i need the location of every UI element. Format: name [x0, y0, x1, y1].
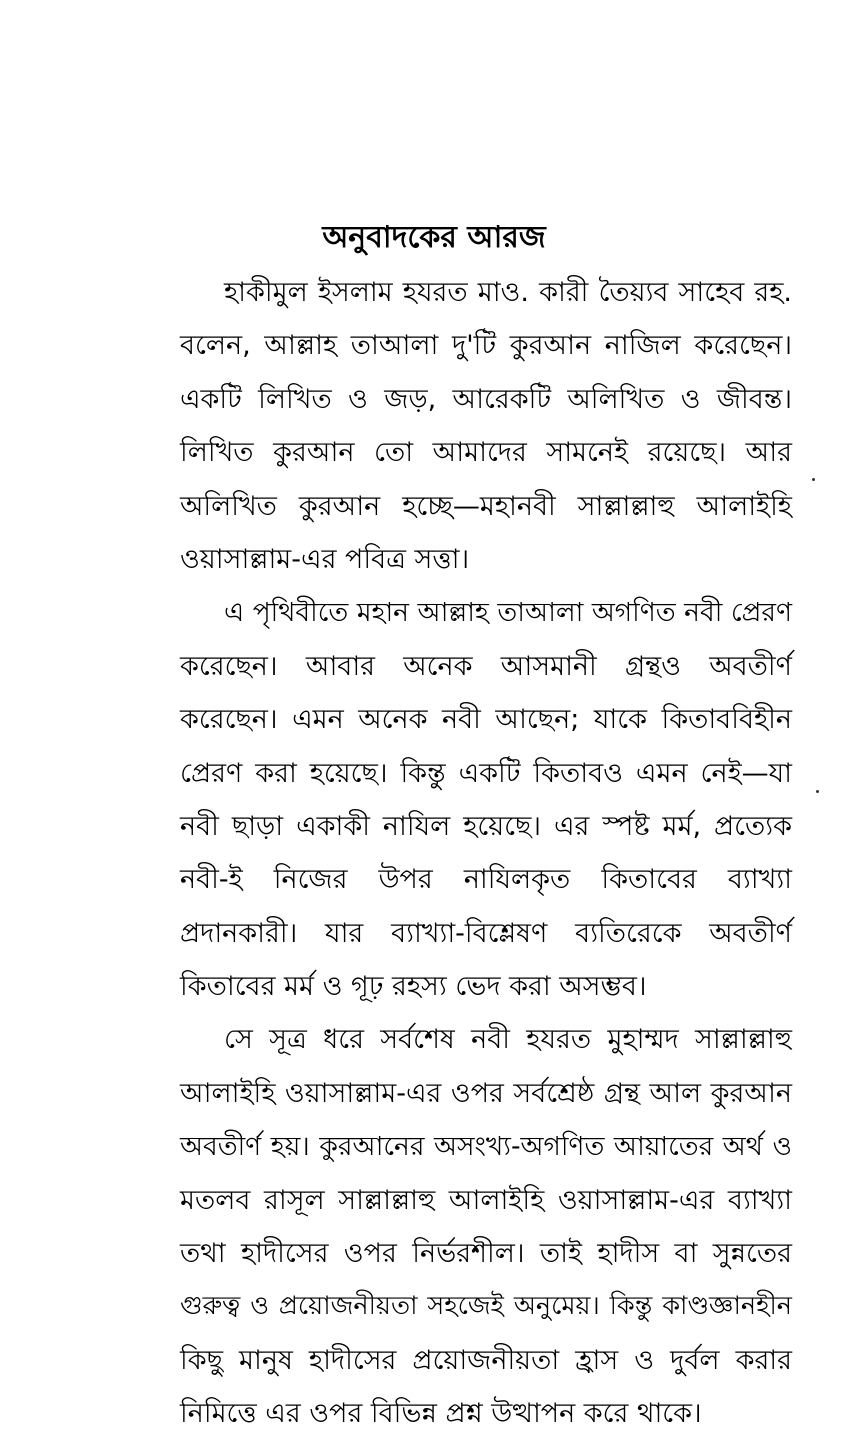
text-line: প্রদানকারী। যার ব্যাখ্যা-বিশ্লেষণ ব্যতিরেকে অবতীর্ণ	[180, 917, 792, 949]
text-line: নবী ছাড়া একাকী নাযিল হয়েছে। এর স্পষ্ট মর্ম, প্রত্যেক	[180, 810, 792, 842]
text-line: করেছেন। আবার অনেক আসমানী গ্রন্থও অবতীর্ণ	[180, 650, 792, 682]
text-line: হাকীমুল ইসলাম হযরত মাও. কারী তৈয়্যব সাহেব রহ.	[224, 277, 792, 308]
text-line: প্রেরণ করা হয়েছে। কিন্তু একটি কিতাবও এমন নেই—যা	[180, 757, 792, 789]
text-line: নবী-ই নিজের উপর নাযিলকৃত কিতাবের ব্যাখ্যা	[180, 864, 792, 896]
text-line: বলেন, আল্লাহ তাআলা দু'টি কুরআন নাজিল করেছেন।	[180, 330, 792, 362]
text-line: করেছেন। এমন অনেক নবী আছেন; যাকে কিতাববিহীন	[180, 704, 792, 736]
text-line: নিমিত্তে এর ওপর বিভিন্ন প্রশ্ন উত্থাপন করে থাকে।	[180, 1398, 702, 1430]
text-line: ওয়াসাল্লাম-এর পবিত্র সত্তা।	[180, 543, 470, 575]
text-line: আলাইহি ওয়াসাল্লাম-এর ওপর সর্বশ্রেষ্ঠ গ্রন্থ আল কুরআন	[180, 1077, 792, 1109]
text-line: এ পৃথিবীতে মহান আল্লাহ তাআলা অগণিত নবী প্রেরণ	[224, 597, 792, 629]
text-line: কিতাবের মর্ম ও গূঢ় রহস্য ভেদ করা অসম্ভব।	[180, 971, 647, 1003]
text-line: অলিখিত কুরআন হচ্ছে—মহানবী সাল্লাল্লাহু আলাইহি	[180, 490, 792, 522]
body-text	[180, 266, 792, 1441]
page-title: অনুবাদকের আরজ	[322, 220, 546, 255]
text-line: গুরুত্ব ও প্রয়োজনীয়তা সহজেই অনুমেয়। কিন্তু কাণ্ডজ্ঞানহীন	[180, 1291, 792, 1322]
scan-speck	[812, 478, 815, 481]
text-line: সে সূত্র ধরে সর্বশেষ নবী হযরত মুহাম্মদ সাল্লাল্লাহু	[224, 1024, 792, 1056]
scan-speck	[816, 790, 819, 793]
text-line: লিখিত কুরআন তো আমাদের সামনেই রয়েছে। আর	[180, 437, 792, 469]
text-line: অবতীর্ণ হয়। কুরআনের অসংখ্য-অগণিত আয়াতের অর্থ ও	[180, 1131, 792, 1163]
text-line: তথা হাদীসের ওপর নির্ভরশীল। তাই হাদীস বা সুন্নতের	[180, 1238, 792, 1270]
text-line: মতলব রাসূল সাল্লাল্লাহু আলাইহি ওয়াসাল্লাম-এর ব্যাখ্যা	[180, 1184, 792, 1216]
text-line: কিছু মানুষ হাদীসের প্রয়োজনীয়তা হ্রাস ও দুর্বল করার	[180, 1344, 792, 1376]
text-line: একটি লিখিত ও জড়, আরেকটি অলিখিত ও জীবন্ত।	[180, 383, 792, 415]
